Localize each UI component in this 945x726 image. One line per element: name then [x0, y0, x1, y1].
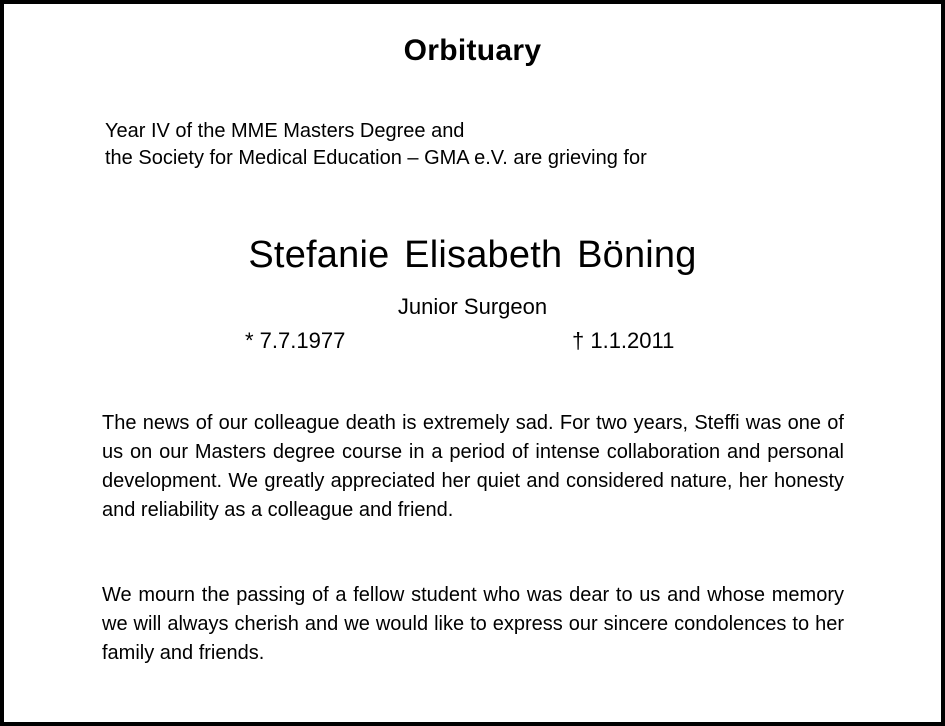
intro-text — [105, 118, 647, 172]
deceased-role: Junior Surgeon — [397, 294, 548, 319]
intro-line-1: Year IV of the MME Masters Degree and — [105, 120, 465, 142]
paragraph-tribute: The news of our colleague death is extremely sad. For two years, Steffi was one of us on our Masters degree course in a period of intense collaboration and personal development. We greatly appreciated her quiet and considered nature, her honesty and reliability as a colleague and friend. — [102, 412, 844, 521]
paragraph-condolences: We mourn the passing of a fellow student who was dear to us and whose memory we will always cherish and we would like to express our sincere condolences to her family and friends. — [102, 584, 844, 664]
birth-date: * 7.7.1977 — [245, 328, 346, 353]
death-date: † 1.1.2011 — [572, 328, 675, 353]
intro-line-2: the Society for Medical Education – GMA e.V. are grieving for — [105, 147, 647, 169]
obituary-title: Orbituary — [403, 34, 542, 67]
deceased-name: Stefanie Elisabeth Böning — [248, 234, 697, 276]
